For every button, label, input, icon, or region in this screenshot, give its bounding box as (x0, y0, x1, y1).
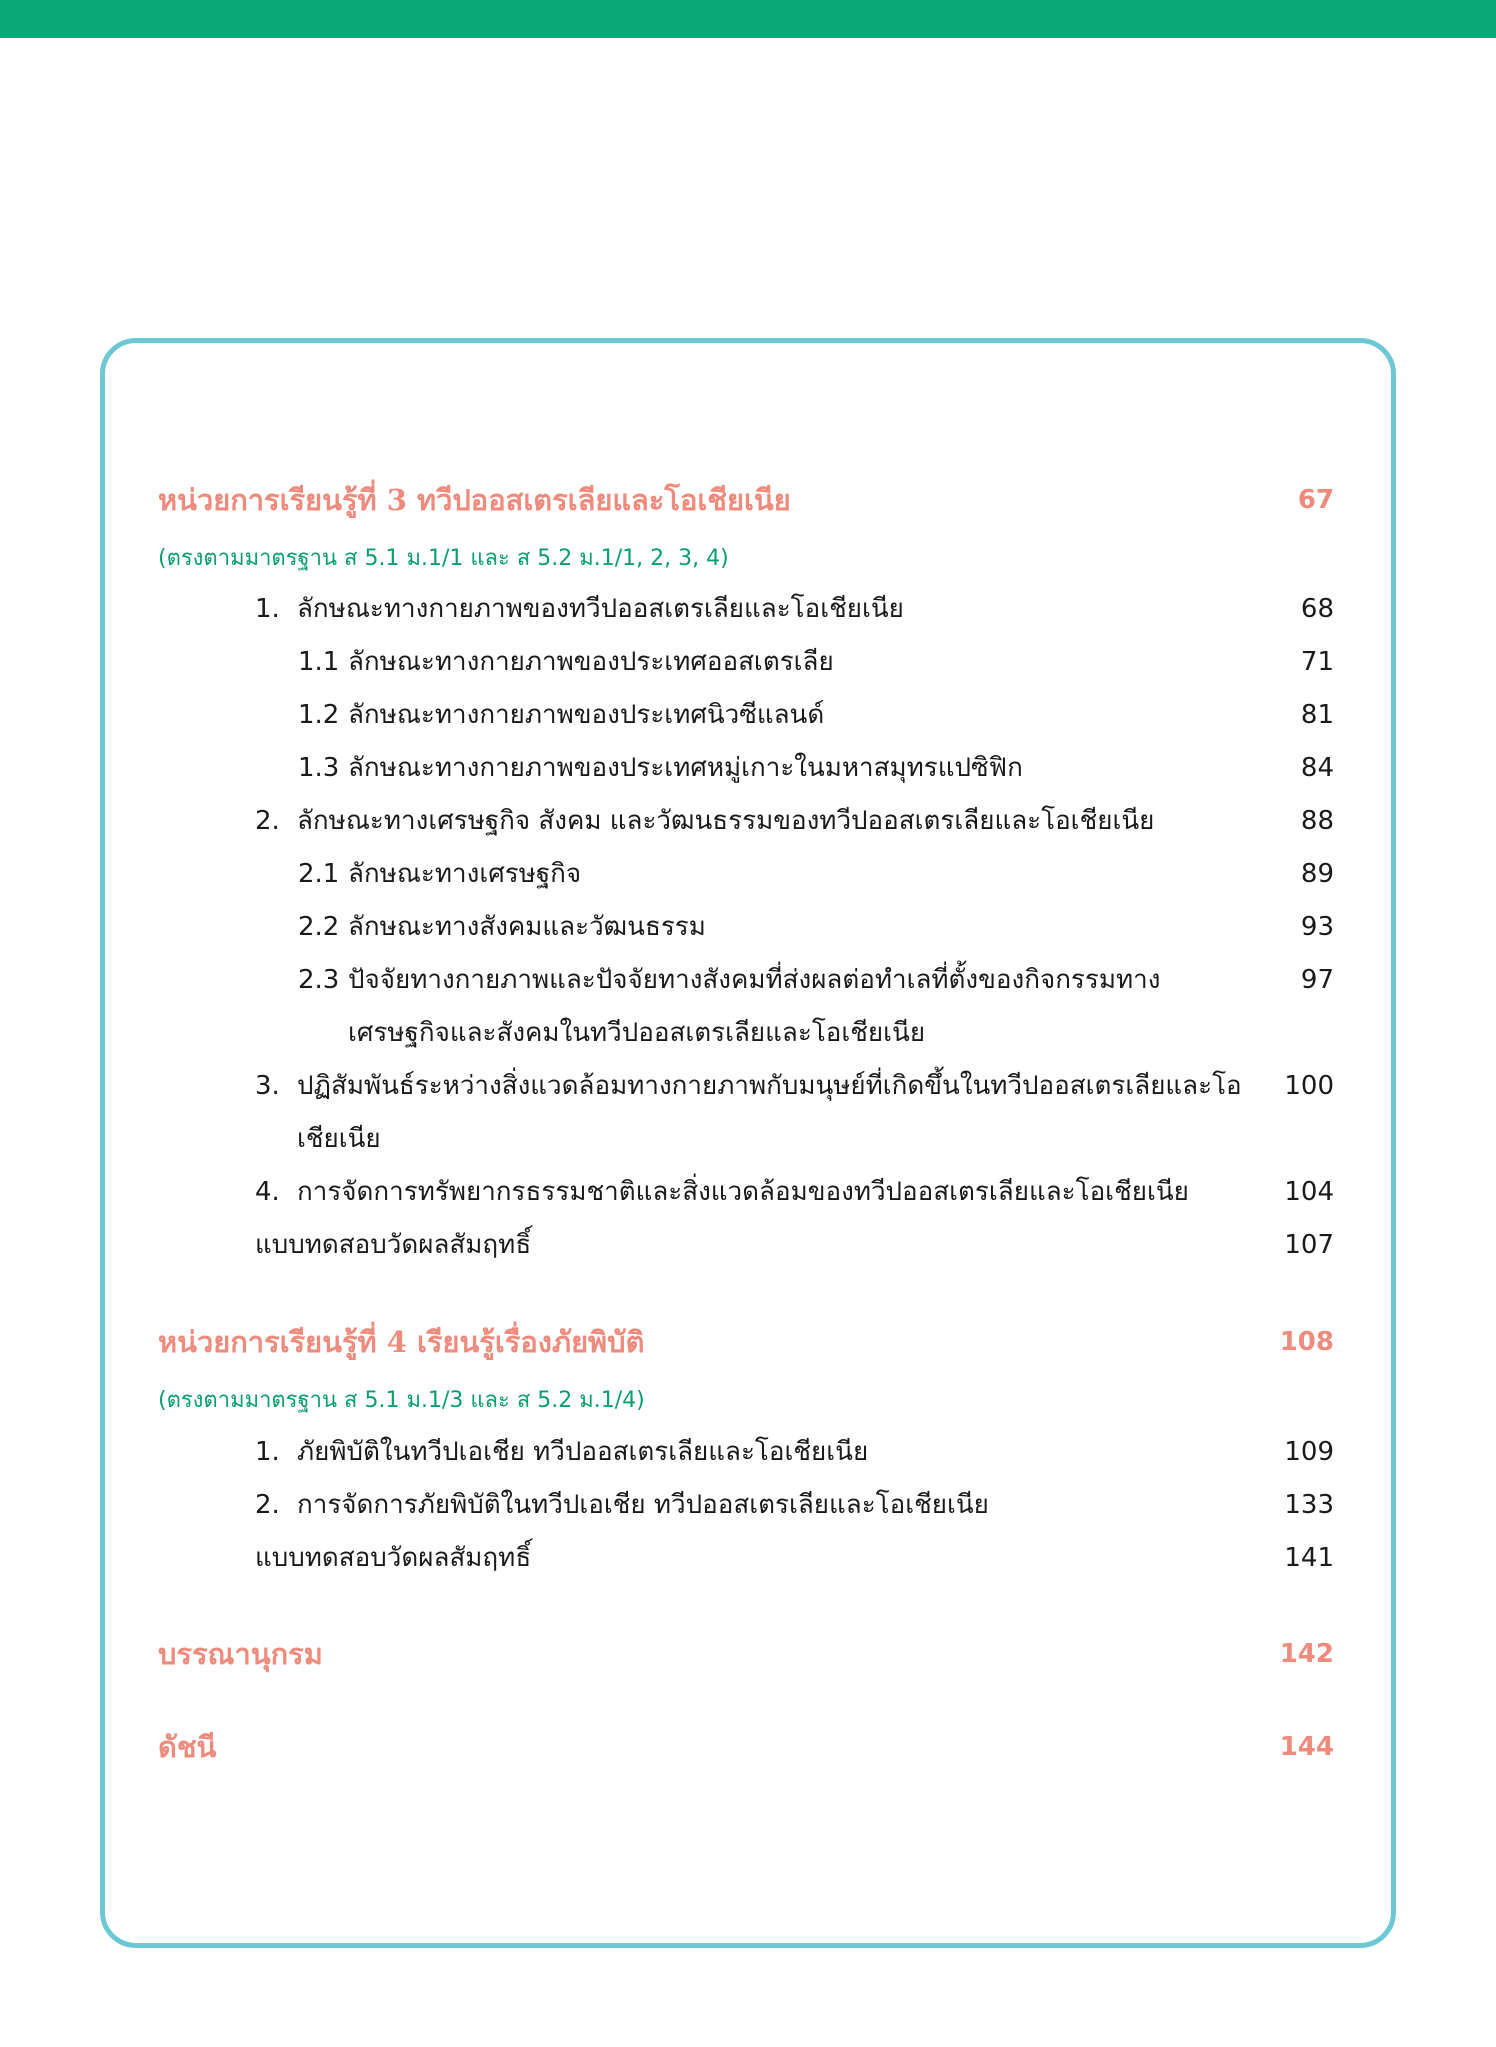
entry-number: 4. (255, 1177, 280, 1207)
toc-entry[interactable] (255, 583, 1334, 636)
toc-entry[interactable] (255, 1479, 1334, 1532)
entry-text: การจัดการทรัพยากรธรรมชาติและสิ่งแวดล้อมของทวีปออสเตรเลียและโอเชียเนีย (297, 1177, 1189, 1207)
entry-number: 1.1 (298, 647, 340, 677)
entry-text: ปฏิสัมพันธ์ระหว่างสิ่งแวดล้อมทางกายภาพกับมนุษย์ที่เกิดขึ้นในทวีปออสเตรเลียและโอเชียเนีย (297, 1071, 1242, 1154)
entry-page: 93 (1300, 912, 1334, 942)
unit4-standard: (ตรงตามมาตรฐาน ส 5.1 ม.1/3 และ ส 5.2 ม.1/4) (158, 1388, 645, 1413)
unit4-heading[interactable] (158, 1322, 1334, 1362)
entry-page: 89 (1300, 859, 1334, 889)
entry-text: ภัยพิบัติในทวีปเอเชีย ทวีปออสเตรเลียและโอเชียเนีย (297, 1437, 869, 1467)
entry-text: ลักษณะทางกายภาพของทวีปออสเตรเลียและโอเชียเนีย (297, 594, 904, 624)
toc-entry[interactable] (298, 742, 1334, 795)
index-page: 144 (1279, 1732, 1334, 1762)
entry-number: 2. (255, 1490, 280, 1520)
toc-entry[interactable] (255, 1166, 1334, 1219)
toc-entry[interactable] (255, 1426, 1334, 1479)
entry-text: ลักษณะทางกายภาพของประเทศนิวซีแลนด์ (348, 700, 825, 730)
entry-text: ลักษณะทางกายภาพของประเทศหมู่เกาะในมหาสมุทรแปซิฟิก (348, 753, 1023, 783)
bibliography-title: บรรณานุกรม (158, 1637, 323, 1671)
entry-number: 1. (255, 594, 280, 624)
entry-number: 2.2 (298, 912, 340, 942)
bibliography-heading[interactable] (158, 1634, 1334, 1674)
index-title: ดัชนี (158, 1730, 217, 1764)
entry-text: แบบทดสอบวัดผลสัมฤทธิ์ (255, 1230, 532, 1260)
toc-entry[interactable] (255, 795, 1334, 848)
unit3-title: หน่วยการเรียนรู้ที่ 3 ทวีปออสเตรเลียและโอเชียเนีย (158, 483, 791, 517)
entry-page: 68 (1300, 594, 1334, 624)
entry-text: ลักษณะทางสังคมและวัฒนธรรม (348, 912, 706, 942)
entry-page: 97 (1300, 965, 1334, 995)
toc-entry[interactable] (255, 1532, 1334, 1585)
unit3-page: 67 (1297, 485, 1334, 515)
index-heading[interactable] (158, 1727, 1334, 1767)
entry-number: 1.3 (298, 753, 340, 783)
entry-page: 133 (1284, 1490, 1334, 1520)
entry-number: 2.3 (298, 965, 340, 995)
entry-number: 1.2 (298, 700, 340, 730)
entry-number: 3. (255, 1071, 280, 1101)
entry-page: 104 (1284, 1177, 1334, 1207)
entry-number: 2. (255, 806, 280, 836)
unit3-heading[interactable] (158, 480, 1334, 520)
bibliography-page: 142 (1279, 1639, 1334, 1669)
unit3-standard: (ตรงตามมาตรฐาน ส 5.1 ม.1/1 และ ส 5.2 ม.1/1, 2, 3, 4) (158, 546, 729, 571)
toc-entry[interactable] (298, 954, 1334, 1060)
toc-entry[interactable] (298, 636, 1334, 689)
entry-page: 141 (1284, 1543, 1334, 1573)
entry-page: 71 (1300, 647, 1334, 677)
entry-text: ลักษณะทางกายภาพของประเทศออสเตรเลีย (348, 647, 834, 677)
entry-page: 88 (1300, 806, 1334, 836)
toc-entry[interactable] (255, 1060, 1334, 1166)
toc-entry[interactable] (255, 1219, 1334, 1272)
entry-page: 81 (1300, 700, 1334, 730)
entry-page: 107 (1284, 1230, 1334, 1260)
toc-entry[interactable] (298, 689, 1334, 742)
unit4-page: 108 (1279, 1327, 1334, 1357)
entry-text: ลักษณะทางเศรษฐกิจ สังคม และวัฒนธรรมของทวีปออสเตรเลียและโอเชียเนีย (297, 806, 1155, 836)
entry-number: 2.1 (298, 859, 340, 889)
entry-text: แบบทดสอบวัดผลสัมฤทธิ์ (255, 1543, 532, 1573)
unit4-title: หน่วยการเรียนรู้ที่ 4 เรียนรู้เรื่องภัยพิบัติ (158, 1325, 645, 1359)
entry-text: การจัดการภัยพิบัติในทวีปเอเชีย ทวีปออสเตรเลียและโอเชียเนีย (297, 1490, 989, 1520)
toc-entry[interactable] (298, 848, 1334, 901)
entry-page: 84 (1300, 753, 1334, 783)
entry-text: ปัจจัยทางกายภาพและปัจจัยทางสังคมที่ส่งผลต่อทำเลที่ตั้งของกิจกรรมทางเศรษฐกิจและสังคมในทวีปออสเตรเลียและโอเชียเนีย (348, 965, 1161, 1048)
entry-text: ลักษณะทางเศรษฐกิจ (348, 859, 582, 889)
entry-number: 1. (255, 1437, 280, 1467)
entry-page: 100 (1284, 1071, 1334, 1101)
entry-page: 109 (1284, 1437, 1334, 1467)
top-color-band (0, 0, 1496, 38)
toc-entry[interactable] (298, 901, 1334, 954)
